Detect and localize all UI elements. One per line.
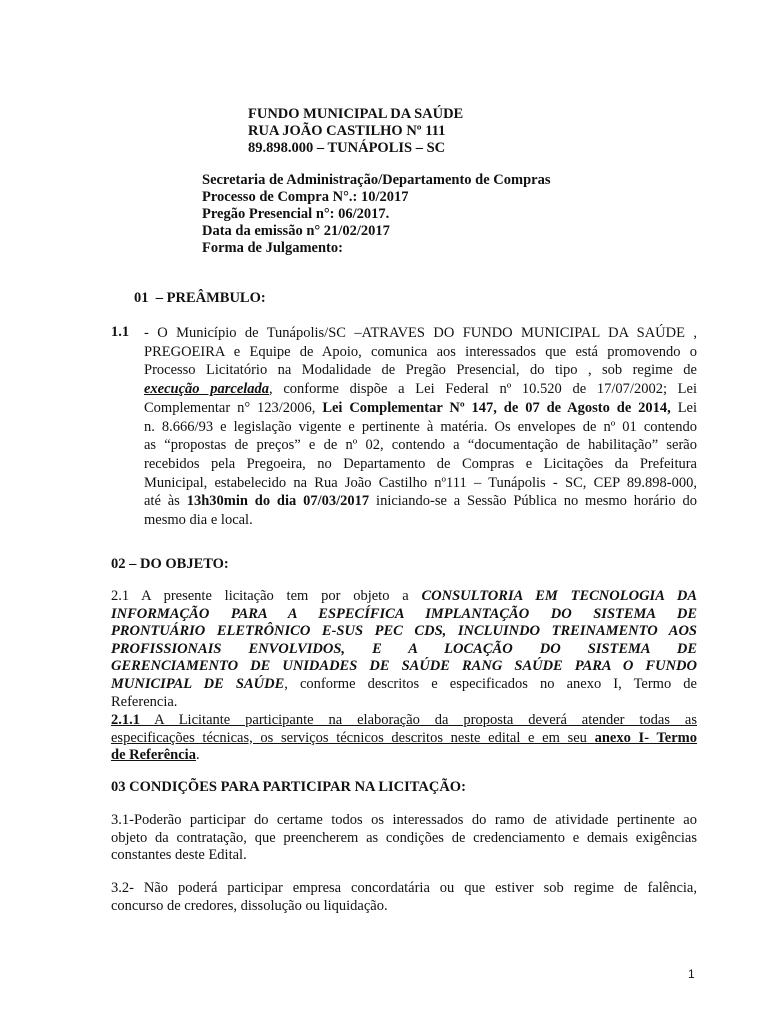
text-span: Lei [670, 399, 698, 416]
object-heading: 02 – DO OBJETO: [111, 556, 229, 572]
secretariat: Secretaria de Administração/Departamento de Compras [202, 172, 551, 188]
text-line: PREGOEIRA e Equipe de Apoio, comunica aos interessados que está promovendo o [144, 343, 697, 360]
text-line: Processo Licitatório na Modalidade de Pregão Presencial, do tipo , sob regime de [144, 362, 697, 379]
header-city: 89.898.000 – TUNÁPOLIS – SC [248, 140, 446, 156]
emphasis: execução parcelada [144, 381, 270, 398]
text-line [111, 676, 697, 694]
clause-32 [111, 880, 697, 915]
text-line: PRONTUÁRIO ELETRÔNICO E-SUS PEC CDS, INCLUINDO TREINAMENTO AOS [111, 623, 697, 640]
emphasis: 13h30min do dia 07/03/2017 [186, 493, 370, 510]
text-span: 2.1 A presente licitação tem por objeto a [111, 588, 422, 604]
text-span: Complementar n° 123/2006, [144, 399, 323, 416]
text-line: 3.1-Poderão participar do certame todos os interessados do ramo de atividade pertinente ao [111, 812, 697, 828]
text-span: especificações técnicas, os serviços técnicos descritos neste edital e em seu [111, 729, 595, 746]
clause-number: 2.1.1 [111, 712, 140, 728]
text-line: constantes deste Edital. [111, 847, 247, 864]
emphasis: Lei Complementar Nº 147, de 07 de Agosto de 2014, [322, 399, 671, 416]
text-line [144, 399, 697, 418]
text-line: 3.2- Não poderá participar empresa concordatária ou que estiver sob regime de falência, [111, 880, 697, 896]
text-line [144, 492, 697, 511]
text-line: objeto da contratação, que preencherem as condições de credenciamento e demais exigências [111, 829, 697, 846]
text-line [144, 380, 697, 399]
clause-211 [111, 712, 697, 765]
page-number: 1 [688, 967, 695, 981]
emphasis: CONSULTORIA EM TECNOLOGIA DA [421, 588, 697, 604]
emphasis: de Referência [111, 747, 196, 764]
text-line: - O Município de Tunápolis/SC –ATRAVES DO FUNDO MUNICIPAL DA SAÚDE , [144, 325, 697, 341]
emphasis: anexo I- Termo [594, 729, 697, 746]
text-line: mesmo dia e local. [144, 512, 253, 529]
text-line: GERENCIAMENTO DE UNIDADES DE SAÚDE RANG SAÚDE PARA O FUNDO [111, 658, 697, 675]
text-span: até às [144, 493, 187, 510]
auction-number: Pregão Presencial n°: 06/2017. [202, 206, 390, 222]
object-paragraph [111, 588, 697, 711]
text-line [111, 712, 697, 730]
clause-number: 1.1 [111, 324, 130, 340]
text-line: INFORMAÇÃO PARA A ESPECÍFICA IMPLANTAÇÃO DO SISTEMA DE [111, 605, 697, 622]
text-line: as “propostas de preços” e de nº 02, contendo a “documentação de habilitação” serão [144, 437, 697, 454]
text-line: Referencia. [111, 693, 178, 710]
judgment-form: Forma de Julgamento: [202, 240, 343, 256]
text-line: n. 8.666/93 e legislação vigente e pertinente à matéria. Os envelopes de nº 01 contendo [144, 418, 697, 435]
text-span: iniciando-se a Sessão Pública no mesmo horário do [369, 493, 697, 510]
text-line: PROFISSIONAIS ENVOLVIDOS, E A LOCAÇÃO DO SISTEMA DE [111, 640, 697, 657]
header-org: FUNDO MUNICIPAL DA SAÚDE [248, 106, 464, 122]
text-line: Municipal, estabelecido na Rua João Castilho nº111 – Tunápolis - SC, CEP 89.898-000, [144, 474, 697, 491]
text-line [111, 730, 697, 748]
process-info [202, 172, 550, 257]
text-span: , conforme descritos e especificados no anexo I, Termo de [284, 675, 697, 692]
text-line: recebidos pela Pregoeira, no Departamento de Compras e Licitações da Prefeitura [144, 455, 697, 472]
emphasis: MUNICIPAL DE SAÚDE [111, 675, 285, 692]
document-header [248, 106, 463, 157]
text-span: A Licitante participante na elaboração da proposta deverá atender todas as [140, 712, 697, 728]
text-line: concurso de credores, dissolução ou liquidação. [111, 897, 388, 914]
preamble-heading: 01 – PREÂMBULO: [134, 290, 266, 306]
preamble-paragraph [144, 324, 697, 530]
header-address: RUA JOÃO CASTILHO Nº 111 [248, 123, 446, 139]
text-line [111, 588, 697, 606]
clause-31 [111, 812, 697, 865]
text-span: . [195, 747, 200, 764]
issue-date: Data da emissão n° 21/02/2017 [202, 223, 390, 239]
text-line [111, 747, 697, 765]
purchase-process: Processo de Compra N°.: 10/2017 [202, 189, 409, 205]
conditions-heading: 03 CONDIÇÕES PARA PARTICIPAR NA LICITAÇÃO: [111, 779, 466, 795]
text-span: , conforme dispõe a Lei Federal nº 10.520 de 17/07/2002; Lei [269, 381, 697, 398]
